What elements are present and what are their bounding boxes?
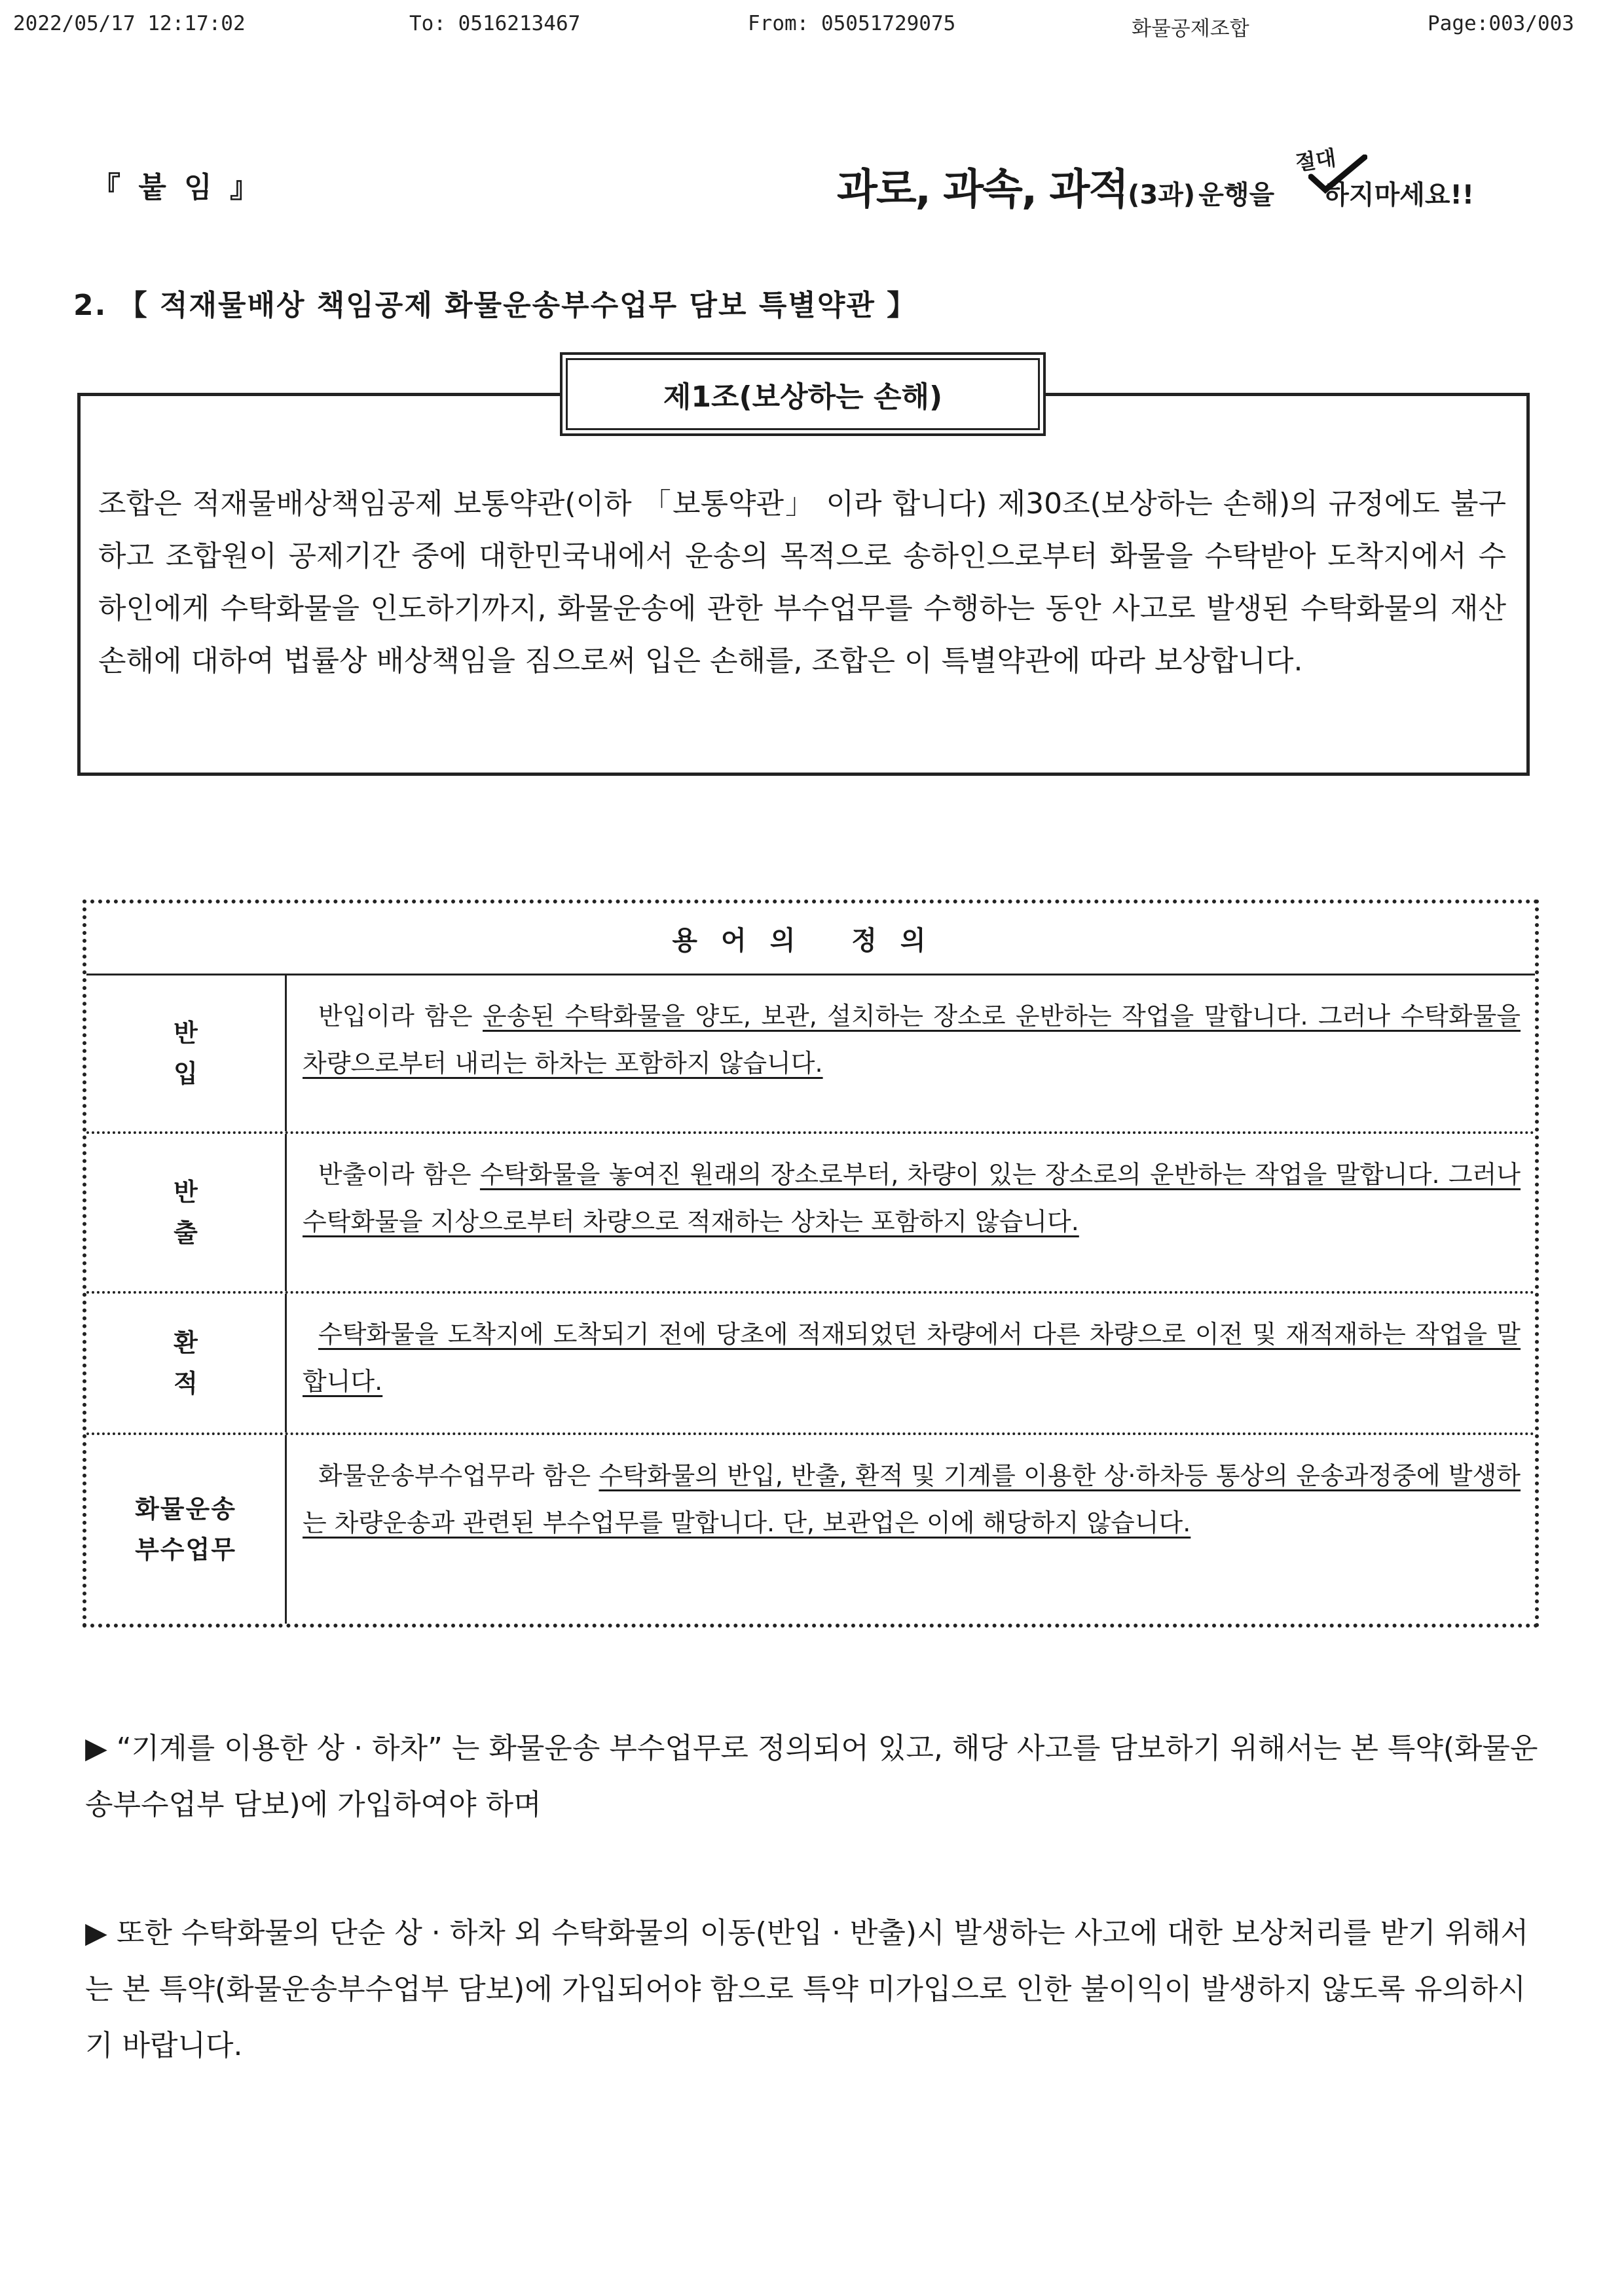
slogan-bracket: (3과) [1128,180,1196,210]
term-definition: 수탁화물을 도착지에 도착되기 전에 당초에 적재되었던 차량에서 다른 차량으로 이전 및 재적재하는 작업을 말합니다. [303,1320,1521,1396]
table-row [86,1134,1535,1294]
slogan-middle: 운행을 [1198,180,1275,210]
terms-table [83,900,1539,1628]
table-row [86,975,1535,1134]
term-definition: 반입이라 함은 운송된 수탁화물을 양도, 보관, 설치하는 장소로 운반하는 작업을 말합니다. 그러나 수탁화물을 차량으로부터 내리는 하차는 포함하지 않습니다. [303,1002,1521,1078]
table-row [86,1435,1535,1624]
terms-caption: 용어의 정의 [86,903,1535,975]
term-name: 환적 [86,1294,287,1432]
fax-header [0,12,1624,41]
fax-page: Page:003/003 [1428,12,1574,35]
term-name: 화물운송 부수업무 [86,1435,287,1624]
note-uncovered-risk: ▶ 또한 수탁화물의 단순 상 · 하차 외 수탁화물의 이동(반입 · 반출)시 발생하는 사고에 대한 보상처리를 받기 위해서는 본 특약(화물운송부수업부 담보)에 가입되어야 함으로 특약 미가입으로 인한 불이익이 발생하지 않도록 유의하시기 바랍니다. [85,1916,1529,2062]
fax-to: To: 0516213467 [409,12,581,35]
article-body: 조합은 적재물배상책임공제 보통약관(이하 「보통약관」 이라 합니다) 제30조(보상하는 손해)의 규정에도 불구하고 조합원이 공제기간 중에 대한민국내에서 운송의 목적으로 송하인으로부터 화물을 수탁받아 도착지에서 수하인에게 수탁화물을 인도하기까지, 화물운송에 관한 부수업무를 수행하는 동안 사고로 발생된 수탁화물의 재산손해에 대하여 법률상 배상책임을 짐으로써 입은 손해를, 조합은 이 특별약관에 따라 보상합니다. [98,487,1506,678]
term-name: 반출 [86,1134,287,1291]
attachment-label: 『 붙 임 』 [92,171,263,204]
section-title: 2. 【 적재물배상 책임공제 화물운송부수업무 담보 특별약관 】 [73,289,917,322]
fax-from: From: 05051729075 [748,12,956,35]
fax-sender: 화물공제조합 [1132,17,1249,41]
term-name: 반입 [86,975,287,1131]
article-title: 제1조(보상하는 손해) [560,352,1046,436]
check-mark-icon [1308,155,1367,194]
term-definition: 반출이라 함은 수탁화물을 놓여진 원래의 장소로부터, 차량이 있는 장소로의 운반하는 작업을 말합니다. 그러나 수탁화물을 지상으로부터 차량으로 적재하는 상차는 포함하지 않습니다. [303,1160,1521,1236]
table-row [86,1294,1535,1435]
slogan-absolutely: 절대 [1293,145,1338,176]
slogan-end: 하지마세요!! [1323,180,1474,210]
fax-datetime: 2022/05/17 12:17:02 [13,12,246,35]
slogan-main: 과로, 과속, 과적 [837,166,1128,214]
term-definition: 화물운송부수업무라 함은 수탁화물의 반입, 반출, 환적 및 기계를 이용한 상·하차등 통상의 운송과정중에 발생하는 차량운송과 관련된 부수업무를 말합니다. 단, 보관업은 이에 해당하지 않습니다. [303,1461,1521,1537]
note-machine-loading: ▶ “기계를 이용한 상 · 하차” 는 화물운송 부수업무로 정의되어 있고, 해당 사고를 담보하기 위해서는 본 특약(화물운송부수업부 담보)에 가입하여야 하며 [85,1732,1538,1821]
safety-slogan [837,145,1505,215]
